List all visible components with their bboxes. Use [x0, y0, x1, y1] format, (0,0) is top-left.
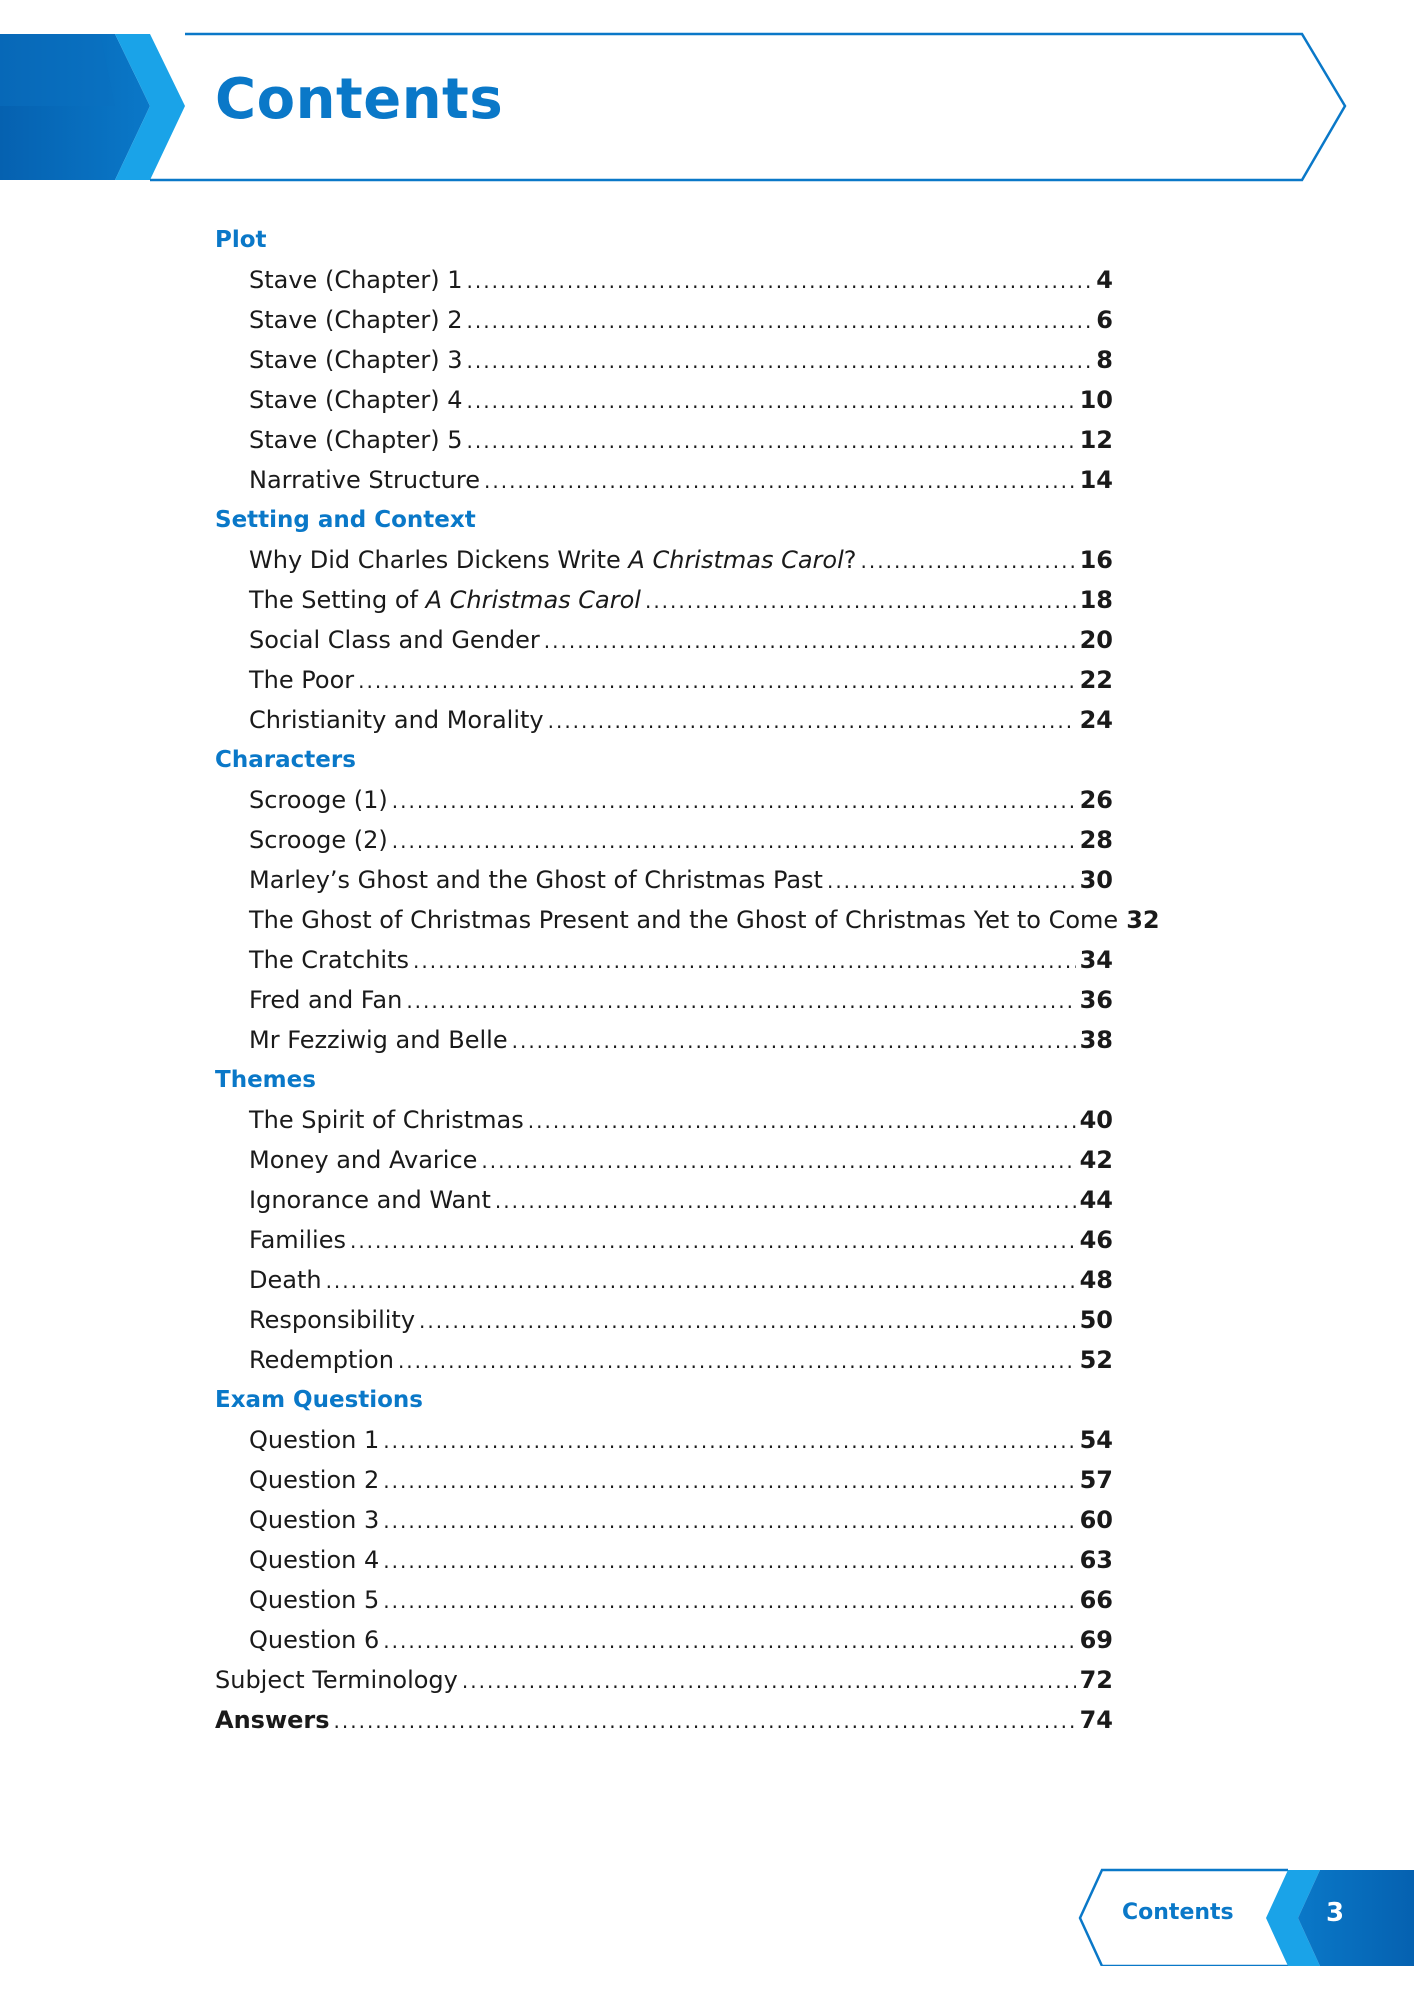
- entry-page: 26: [1079, 786, 1113, 814]
- entry-page: 6: [1096, 306, 1113, 334]
- entry-title: Question 3: [249, 1506, 380, 1534]
- toc-entry[interactable]: [215, 1500, 1113, 1540]
- section-heading-plot: Plot: [215, 227, 267, 253]
- toc-entry[interactable]: [215, 580, 1113, 620]
- toc-entry-answers[interactable]: [215, 1700, 1113, 1740]
- entry-title: Stave (Chapter) 3: [249, 346, 463, 374]
- entry-page: 18: [1079, 586, 1113, 614]
- toc-entry[interactable]: [215, 1020, 1113, 1060]
- entry-title: Responsibility: [249, 1306, 416, 1334]
- toc-entry[interactable]: [215, 1260, 1113, 1300]
- dot-leader: [467, 381, 1076, 421]
- toc-entry[interactable]: [215, 1460, 1113, 1500]
- dot-leader: [383, 1421, 1075, 1461]
- entry-page: 10: [1079, 386, 1113, 414]
- entry-title: Question 5: [249, 1586, 380, 1614]
- entry-page: 50: [1079, 1306, 1113, 1334]
- dot-leader: [544, 621, 1076, 661]
- dot-leader: [645, 581, 1076, 621]
- dot-leader: [419, 1301, 1076, 1341]
- toc-entry[interactable]: [215, 700, 1113, 740]
- entry-title: Christianity and Morality: [249, 706, 544, 734]
- toc-entry[interactable]: [215, 420, 1113, 460]
- dot-leader: [481, 1141, 1075, 1181]
- entry-title: Fred and Fan: [249, 986, 403, 1014]
- entry-title: The Setting of A Christmas Carol: [249, 586, 641, 614]
- entry-page: 66: [1079, 1586, 1113, 1614]
- entry-page: 34: [1079, 946, 1113, 974]
- entry-page: 48: [1079, 1266, 1113, 1294]
- entry-page: 28: [1079, 826, 1113, 854]
- toc-entry[interactable]: [215, 460, 1113, 500]
- toc-entry[interactable]: [215, 1580, 1113, 1620]
- dot-leader: [512, 1021, 1076, 1061]
- dot-leader: [827, 861, 1076, 901]
- entry-page: 74: [1079, 1706, 1113, 1734]
- entry-page: 72: [1079, 1666, 1113, 1694]
- toc-entry[interactable]: [215, 340, 1113, 380]
- entry-title: Answers: [215, 1706, 330, 1734]
- dot-leader: [406, 981, 1075, 1021]
- toc-entry[interactable]: [215, 620, 1113, 660]
- entry-page: 57: [1079, 1466, 1113, 1494]
- dot-leader: [413, 941, 1076, 981]
- section-heading-characters: Characters: [215, 747, 356, 773]
- entry-title: Stave (Chapter) 2: [249, 306, 463, 334]
- entry-title: The Ghost of Christmas Present and the Ghost of Christmas Yet to Come: [249, 906, 1119, 934]
- entry-title: Why Did Charles Dickens Write A Christmas Carol?: [249, 546, 857, 574]
- toc-entry[interactable]: [215, 1140, 1113, 1180]
- entry-page: 8: [1096, 346, 1113, 374]
- toc-entry[interactable]: [215, 380, 1113, 420]
- entry-page: 52: [1079, 1346, 1113, 1374]
- toc-entry[interactable]: [215, 780, 1113, 820]
- toc-entry[interactable]: [215, 260, 1113, 300]
- entry-title: Marley’s Ghost and the Ghost of Christmas Past: [249, 866, 823, 894]
- dot-leader: [383, 1581, 1075, 1621]
- entry-title: Question 2: [249, 1466, 380, 1494]
- entry-title: Redemption: [249, 1346, 394, 1374]
- entry-title: Social Class and Gender: [249, 626, 540, 654]
- entry-title: Stave (Chapter) 1: [249, 266, 463, 294]
- dot-leader: [462, 1661, 1076, 1701]
- toc-entry[interactable]: [215, 860, 1113, 900]
- dot-leader: [528, 1101, 1076, 1141]
- toc-entry[interactable]: [215, 1220, 1113, 1260]
- section-heading-exam-questions: Exam Questions: [215, 1387, 423, 1413]
- entry-page: 38: [1079, 1026, 1113, 1054]
- entry-page: 54: [1079, 1426, 1113, 1454]
- footer-section-label: Contents: [1122, 1900, 1234, 1925]
- dot-leader: [334, 1701, 1076, 1741]
- entry-page: 24: [1079, 706, 1113, 734]
- toc-entry[interactable]: [215, 900, 1160, 940]
- entry-title: Question 6: [249, 1626, 380, 1654]
- toc-entry[interactable]: [215, 820, 1113, 860]
- entry-page: 44: [1079, 1186, 1113, 1214]
- section-heading-themes: Themes: [215, 1067, 316, 1093]
- entry-page: 42: [1079, 1146, 1113, 1174]
- toc-entry[interactable]: [215, 1180, 1113, 1220]
- dot-leader: [484, 461, 1076, 501]
- entry-page: 14: [1079, 466, 1113, 494]
- entry-title: Families: [249, 1226, 346, 1254]
- toc-entry[interactable]: [215, 1300, 1113, 1340]
- dot-leader: [548, 701, 1076, 741]
- dot-leader: [467, 341, 1093, 381]
- entry-title: Subject Terminology: [215, 1666, 458, 1694]
- entry-page: 30: [1079, 866, 1113, 894]
- entry-title: Question 1: [249, 1426, 380, 1454]
- entry-title: The Spirit of Christmas: [249, 1106, 524, 1134]
- entry-page: 22: [1079, 666, 1113, 694]
- entry-title: Narrative Structure: [249, 466, 480, 494]
- toc-entry[interactable]: [215, 1100, 1113, 1140]
- page-number: 3: [1326, 1898, 1345, 1928]
- dot-leader: [383, 1461, 1075, 1501]
- header-banner: [0, 0, 1414, 190]
- toc-entry[interactable]: [215, 1620, 1113, 1660]
- toc-entry[interactable]: [215, 1340, 1113, 1380]
- dot-leader: [358, 661, 1075, 701]
- entry-title: Scrooge (1): [249, 786, 388, 814]
- entry-page: 69: [1079, 1626, 1113, 1654]
- dot-leader: [398, 1341, 1076, 1381]
- dot-leader: [861, 541, 1076, 581]
- entry-page: 40: [1079, 1106, 1113, 1134]
- entry-title: Stave (Chapter) 5: [249, 426, 463, 454]
- entry-page: 16: [1079, 546, 1113, 574]
- dot-leader: [350, 1221, 1076, 1261]
- dot-leader: [326, 1261, 1076, 1301]
- toc-entry[interactable]: [215, 300, 1113, 340]
- dot-leader: [392, 781, 1076, 821]
- entry-title: Stave (Chapter) 4: [249, 386, 463, 414]
- entry-title: Mr Fezziwig and Belle: [249, 1026, 508, 1054]
- entry-page: 63: [1079, 1546, 1113, 1574]
- dot-leader: [495, 1181, 1076, 1221]
- entry-page: 4: [1096, 266, 1113, 294]
- entry-title: The Poor: [249, 666, 355, 694]
- entry-page: 32: [1126, 906, 1160, 934]
- dot-leader: [467, 301, 1093, 341]
- toc-entry[interactable]: [215, 660, 1113, 700]
- toc-entry[interactable]: [215, 1420, 1113, 1460]
- section-heading-setting-and-context: Setting and Context: [215, 507, 476, 533]
- entry-title: Question 4: [249, 1546, 380, 1574]
- toc-entry[interactable]: [215, 940, 1113, 980]
- entry-page: 36: [1079, 986, 1113, 1014]
- entry-title: Death: [249, 1266, 322, 1294]
- entry-title: Ignorance and Want: [249, 1186, 491, 1214]
- entry-page: 60: [1079, 1506, 1113, 1534]
- entry-page: 12: [1079, 426, 1113, 454]
- page-title: Contents: [215, 67, 504, 132]
- dot-leader: [383, 1621, 1075, 1661]
- dot-leader: [467, 421, 1076, 461]
- entry-title: Money and Avarice: [249, 1146, 478, 1174]
- toc-entry[interactable]: [215, 1540, 1113, 1580]
- dot-leader: [392, 821, 1076, 861]
- dot-leader: [467, 261, 1093, 301]
- toc-entry-subject-terminology[interactable]: [215, 1660, 1113, 1700]
- toc-entry[interactable]: [215, 980, 1113, 1020]
- entry-page: 20: [1079, 626, 1113, 654]
- entry-title: Scrooge (2): [249, 826, 388, 854]
- dot-leader: [383, 1541, 1075, 1581]
- table-of-contents: [215, 220, 1160, 1740]
- toc-entry[interactable]: [215, 540, 1113, 580]
- dot-leader: [383, 1501, 1075, 1541]
- entry-title: The Cratchits: [249, 946, 409, 974]
- entry-page: 46: [1079, 1226, 1113, 1254]
